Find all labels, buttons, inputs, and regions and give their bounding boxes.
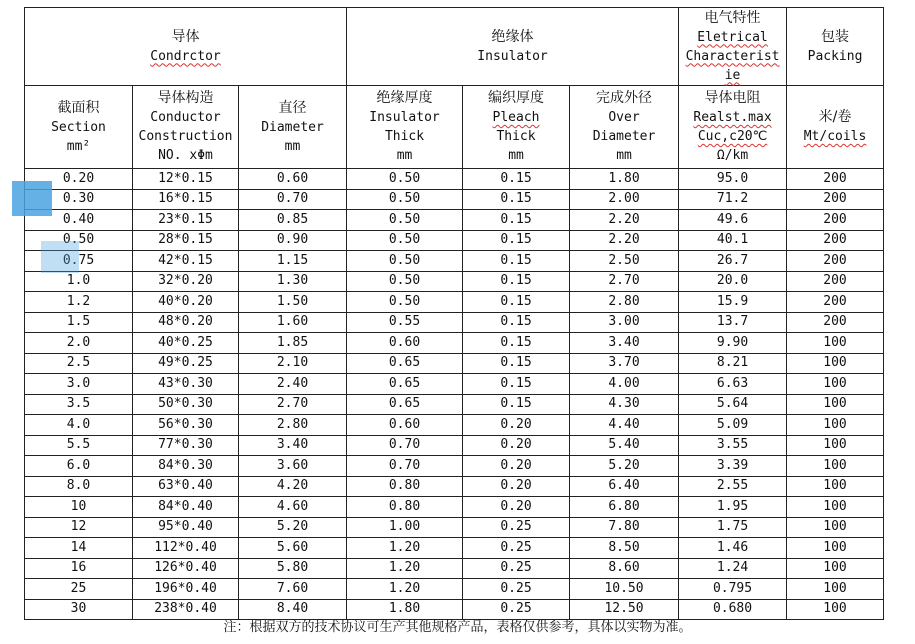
- cell-insulator-thick: 0.50: [347, 292, 463, 313]
- cell-insulator-thick: 0.70: [347, 456, 463, 477]
- cell-insulator-thick: 0.50: [347, 210, 463, 231]
- cell-section: 0.30: [25, 189, 133, 210]
- table-row: [25, 579, 884, 600]
- cell-insulator-thick: 0.65: [347, 394, 463, 415]
- cell-diameter: 0.85: [239, 210, 347, 231]
- cell-diameter: 0.60: [239, 169, 347, 190]
- cell-construction: 63*0.40: [133, 476, 239, 497]
- col-construction-en1: Conductor: [150, 110, 221, 125]
- table-row: [25, 497, 884, 518]
- cell-construction: 40*0.25: [133, 333, 239, 354]
- spec-table: [24, 7, 884, 620]
- table-row: [25, 558, 884, 579]
- col-resistance-unit: Ω/km: [716, 148, 749, 163]
- cell-over-diameter: 6.40: [570, 476, 679, 497]
- cell-length: 100: [787, 435, 884, 456]
- cell-resistance: 1.75: [679, 517, 787, 538]
- cell-construction: 77*0.30: [133, 435, 239, 456]
- col-section-en: Section: [51, 119, 106, 135]
- cell-section: 10: [25, 497, 133, 518]
- cell-pleach-thick: 0.25: [463, 599, 570, 620]
- cell-resistance: 9.90: [679, 333, 787, 354]
- cell-construction: 32*0.20: [133, 271, 239, 292]
- cell-construction: 40*0.20: [133, 292, 239, 313]
- col-diameter-cn: 直径: [278, 99, 307, 116]
- cell-construction: 28*0.15: [133, 230, 239, 251]
- table-body: [25, 169, 884, 620]
- col-section-cn: 截面积: [57, 99, 100, 116]
- col-diameter-en: Diameter: [261, 119, 324, 135]
- cell-section: 4.0: [25, 415, 133, 436]
- cell-pleach-thick: 0.20: [463, 456, 570, 477]
- cell-pleach-thick: 0.20: [463, 415, 570, 436]
- cell-pleach-thick: 0.15: [463, 333, 570, 354]
- cell-section: 6.0: [25, 456, 133, 477]
- cell-pleach-thick: 0.15: [463, 312, 570, 333]
- table-row: [25, 210, 884, 231]
- cell-over-diameter: 8.50: [570, 538, 679, 559]
- cell-over-diameter: 2.20: [570, 230, 679, 251]
- cell-length: 100: [787, 497, 884, 518]
- cell-construction: 95*0.40: [133, 517, 239, 538]
- cell-length: 100: [787, 415, 884, 436]
- cell-over-diameter: 7.80: [570, 517, 679, 538]
- cell-resistance: 0.795: [679, 579, 787, 600]
- col-length-en: Mt/coils: [803, 129, 867, 144]
- col-construction: [133, 86, 239, 169]
- cell-construction: 112*0.40: [133, 538, 239, 559]
- cell-diameter: 2.70: [239, 394, 347, 415]
- cell-over-diameter: 5.20: [570, 456, 679, 477]
- cell-length: 200: [787, 312, 884, 333]
- col-construction-unit: NO. xΦm: [158, 148, 213, 163]
- col-construction-cn: 导体构造: [157, 90, 214, 106]
- cell-construction: 126*0.40: [133, 558, 239, 579]
- cell-resistance: 6.63: [679, 374, 787, 395]
- col-resistance: [679, 86, 787, 169]
- cell-section: 14: [25, 538, 133, 559]
- cell-diameter: 1.15: [239, 251, 347, 272]
- cell-resistance: 26.7: [679, 251, 787, 272]
- col-over-diameter: [570, 86, 679, 169]
- cell-diameter: 1.50: [239, 292, 347, 313]
- header-conductor-en: Condrctor: [150, 48, 221, 64]
- header-electrical: [679, 8, 787, 86]
- cell-pleach-thick: 0.25: [463, 558, 570, 579]
- cell-resistance: 49.6: [679, 210, 787, 231]
- table-header: [25, 8, 884, 169]
- header-insulator: [347, 8, 679, 86]
- cell-over-diameter: 4.00: [570, 374, 679, 395]
- cell-over-diameter: 3.70: [570, 353, 679, 374]
- cell-length: 200: [787, 230, 884, 251]
- cell-length: 200: [787, 271, 884, 292]
- cell-over-diameter: 4.30: [570, 394, 679, 415]
- col-over-diameter-en1: Over: [608, 110, 640, 125]
- header-conductor: [25, 8, 347, 86]
- cell-insulator-thick: 0.50: [347, 251, 463, 272]
- cell-section: 1.0: [25, 271, 133, 292]
- cell-diameter: 3.40: [239, 435, 347, 456]
- cell-resistance: 5.64: [679, 394, 787, 415]
- cell-resistance: 15.9: [679, 292, 787, 313]
- cell-insulator-thick: 0.60: [347, 333, 463, 354]
- cell-section: 2.5: [25, 353, 133, 374]
- cell-over-diameter: 3.40: [570, 333, 679, 354]
- col-resistance-cn: 导体电阻: [704, 90, 761, 106]
- cell-insulator-thick: 1.00: [347, 517, 463, 538]
- cell-insulator-thick: 0.65: [347, 374, 463, 395]
- cell-insulator-thick: 1.20: [347, 558, 463, 579]
- footnote: 注：根据双方的技术协议可生产其他规格产品，表格仅供参考，具体以实物为准。: [223, 620, 692, 635]
- cell-insulator-thick: 0.55: [347, 312, 463, 333]
- cell-length: 100: [787, 456, 884, 477]
- cell-length: 200: [787, 189, 884, 210]
- cell-pleach-thick: 0.15: [463, 251, 570, 272]
- cell-section: 1.2: [25, 292, 133, 313]
- cell-construction: 50*0.30: [133, 394, 239, 415]
- cell-over-diameter: 2.80: [570, 292, 679, 313]
- col-construction-en2: Construction: [138, 129, 233, 144]
- table-row: [25, 415, 884, 436]
- cell-diameter: 8.40: [239, 599, 347, 620]
- cell-insulator-thick: 1.20: [347, 579, 463, 600]
- col-pleach-thick-en2: Thick: [496, 129, 536, 144]
- header-packing: [787, 8, 884, 86]
- cell-resistance: 0.680: [679, 599, 787, 620]
- cell-pleach-thick: 0.15: [463, 394, 570, 415]
- cell-section: 16: [25, 558, 133, 579]
- cell-construction: 238*0.40: [133, 599, 239, 620]
- cell-length: 100: [787, 558, 884, 579]
- cell-length: 100: [787, 579, 884, 600]
- cell-pleach-thick: 0.20: [463, 476, 570, 497]
- col-resistance-en1: Realst.max: [693, 110, 772, 125]
- cell-insulator-thick: 0.70: [347, 435, 463, 456]
- cell-insulator-thick: 0.50: [347, 189, 463, 210]
- cell-length: 100: [787, 476, 884, 497]
- cell-over-diameter: 2.00: [570, 189, 679, 210]
- table-row: [25, 394, 884, 415]
- cell-pleach-thick: 0.15: [463, 292, 570, 313]
- cell-insulator-thick: 1.20: [347, 538, 463, 559]
- cell-over-diameter: 2.50: [570, 251, 679, 272]
- col-insulator-thick-cn: 绝缘厚度: [376, 90, 433, 106]
- cell-resistance: 71.2: [679, 189, 787, 210]
- cell-section: 2.0: [25, 333, 133, 354]
- cell-resistance: 1.46: [679, 538, 787, 559]
- col-resistance-en2: Cuc,c20℃: [697, 129, 768, 144]
- cell-length: 200: [787, 210, 884, 231]
- cell-pleach-thick: 0.15: [463, 230, 570, 251]
- cell-insulator-thick: 0.80: [347, 476, 463, 497]
- cell-section: 0.40: [25, 210, 133, 231]
- table-row: [25, 538, 884, 559]
- cell-diameter: 1.60: [239, 312, 347, 333]
- selection-highlight-faint: [41, 241, 79, 273]
- cell-over-diameter: 5.40: [570, 435, 679, 456]
- header-packing-en: Packing: [807, 48, 863, 64]
- cell-pleach-thick: 0.15: [463, 271, 570, 292]
- cell-diameter: 3.60: [239, 456, 347, 477]
- cell-section: 8.0: [25, 476, 133, 497]
- cell-over-diameter: 6.80: [570, 497, 679, 518]
- header-conductor-cn: 导体: [171, 28, 200, 45]
- cell-over-diameter: 1.80: [570, 169, 679, 190]
- cell-section: 0.50: [25, 230, 133, 251]
- cell-diameter: 7.60: [239, 579, 347, 600]
- cell-diameter: 2.10: [239, 353, 347, 374]
- col-diameter: [239, 86, 347, 169]
- cell-length: 200: [787, 251, 884, 272]
- cell-construction: 48*0.20: [133, 312, 239, 333]
- table-row: [25, 333, 884, 354]
- cell-resistance: 40.1: [679, 230, 787, 251]
- cell-diameter: 2.40: [239, 374, 347, 395]
- col-pleach-thick-unit: mm: [508, 148, 524, 163]
- col-over-diameter-cn: 完成外径: [596, 90, 653, 106]
- cell-resistance: 20.0: [679, 271, 787, 292]
- header-electrical-cn: 电气特性: [704, 9, 761, 26]
- table-row: [25, 435, 884, 456]
- header-insulator-en: Insulator: [477, 48, 548, 64]
- cell-resistance: 3.39: [679, 456, 787, 477]
- table-row: [25, 169, 884, 190]
- cell-diameter: 4.20: [239, 476, 347, 497]
- col-insulator-thick: [347, 86, 463, 169]
- cell-over-diameter: 2.70: [570, 271, 679, 292]
- cell-diameter: 2.80: [239, 415, 347, 436]
- cell-length: 100: [787, 394, 884, 415]
- cell-section: 3.0: [25, 374, 133, 395]
- cell-section: 5.5: [25, 435, 133, 456]
- col-length: [787, 86, 884, 169]
- table-row: [25, 251, 884, 272]
- cell-section: 0.75: [25, 251, 133, 272]
- col-insulator-thick-unit: mm: [396, 148, 413, 163]
- table-row: [25, 374, 884, 395]
- cell-resistance: 1.95: [679, 497, 787, 518]
- col-over-diameter-en2: Diameter: [592, 129, 656, 144]
- cell-resistance: 13.7: [679, 312, 787, 333]
- col-pleach-thick: [463, 86, 570, 169]
- cell-pleach-thick: 0.25: [463, 517, 570, 538]
- cell-diameter: 5.80: [239, 558, 347, 579]
- cell-over-diameter: 2.20: [570, 210, 679, 231]
- cell-construction: 49*0.25: [133, 353, 239, 374]
- table-row: [25, 517, 884, 538]
- cell-length: 100: [787, 333, 884, 354]
- header-packing-cn: 包装: [821, 28, 850, 45]
- col-diameter-unit: mm: [284, 138, 301, 154]
- cell-length: 100: [787, 374, 884, 395]
- cell-resistance: 2.55: [679, 476, 787, 497]
- col-over-diameter-unit: mm: [616, 148, 632, 163]
- table-row: [25, 292, 884, 313]
- table-row: [25, 271, 884, 292]
- cell-length: 200: [787, 292, 884, 313]
- header-electrical-en2: Characterist: [685, 48, 780, 64]
- cell-length: 100: [787, 517, 884, 538]
- cell-diameter: 4.60: [239, 497, 347, 518]
- table-row: [25, 230, 884, 251]
- cell-insulator-thick: 0.80: [347, 497, 463, 518]
- table-row: [25, 456, 884, 477]
- cell-construction: 84*0.40: [133, 497, 239, 518]
- col-pleach-thick-en1: Pleach: [492, 110, 540, 125]
- col-pleach-thick-cn: 编织厚度: [488, 90, 545, 106]
- header-column-row: [25, 86, 884, 169]
- cell-pleach-thick: 0.15: [463, 169, 570, 190]
- cell-construction: 56*0.30: [133, 415, 239, 436]
- cell-construction: 43*0.30: [133, 374, 239, 395]
- cell-over-diameter: 3.00: [570, 312, 679, 333]
- cell-length: 200: [787, 169, 884, 190]
- cell-pleach-thick: 0.15: [463, 353, 570, 374]
- cell-resistance: 3.55: [679, 435, 787, 456]
- cell-pleach-thick: 0.20: [463, 435, 570, 456]
- cell-diameter: 0.90: [239, 230, 347, 251]
- cell-over-diameter: 4.40: [570, 415, 679, 436]
- cell-insulator-thick: 0.50: [347, 230, 463, 251]
- table-row: [25, 353, 884, 374]
- table-row: [25, 476, 884, 497]
- cell-construction: 12*0.15: [133, 169, 239, 190]
- cell-construction: 16*0.15: [133, 189, 239, 210]
- cell-diameter: 5.60: [239, 538, 347, 559]
- cell-construction: 42*0.15: [133, 251, 239, 272]
- cell-construction: 196*0.40: [133, 579, 239, 600]
- cell-resistance: 95.0: [679, 169, 787, 190]
- cell-insulator-thick: 1.80: [347, 599, 463, 620]
- col-section-unit: mm²: [66, 138, 91, 154]
- col-section: [25, 86, 133, 169]
- cell-insulator-thick: 0.60: [347, 415, 463, 436]
- cell-length: 100: [787, 353, 884, 374]
- header-electrical-en1: Eletrical: [697, 29, 768, 45]
- cell-over-diameter: 10.50: [570, 579, 679, 600]
- cell-diameter: 0.70: [239, 189, 347, 210]
- cell-insulator-thick: 0.50: [347, 169, 463, 190]
- cell-section: 0.20: [25, 169, 133, 190]
- header-group-row: [25, 8, 884, 86]
- header-electrical-en3: ie: [724, 67, 741, 83]
- cell-length: 100: [787, 599, 884, 620]
- header-insulator-cn: 绝缘体: [491, 28, 534, 45]
- cell-pleach-thick: 0.25: [463, 538, 570, 559]
- cell-construction: 23*0.15: [133, 210, 239, 231]
- cell-over-diameter: 8.60: [570, 558, 679, 579]
- cell-section: 25: [25, 579, 133, 600]
- table-row: [25, 312, 884, 333]
- cell-resistance: 5.09: [679, 415, 787, 436]
- cell-over-diameter: 12.50: [570, 599, 679, 620]
- cell-length: 100: [787, 538, 884, 559]
- selection-highlight: [12, 181, 52, 216]
- cell-pleach-thick: 0.15: [463, 210, 570, 231]
- cell-pleach-thick: 0.25: [463, 579, 570, 600]
- cell-resistance: 1.24: [679, 558, 787, 579]
- cell-section: 30: [25, 599, 133, 620]
- cell-construction: 84*0.30: [133, 456, 239, 477]
- cell-section: 12: [25, 517, 133, 538]
- col-insulator-thick-en1: Insulator: [369, 110, 440, 125]
- cell-pleach-thick: 0.15: [463, 189, 570, 210]
- cell-resistance: 8.21: [679, 353, 787, 374]
- cell-diameter: 1.85: [239, 333, 347, 354]
- col-insulator-thick-en2: Thick: [384, 129, 425, 144]
- cell-pleach-thick: 0.15: [463, 374, 570, 395]
- cell-diameter: 1.30: [239, 271, 347, 292]
- col-length-cn: 米/卷: [818, 109, 852, 125]
- table-row: [25, 189, 884, 210]
- cell-section: 1.5: [25, 312, 133, 333]
- cell-insulator-thick: 0.50: [347, 271, 463, 292]
- cell-insulator-thick: 0.65: [347, 353, 463, 374]
- cell-section: 3.5: [25, 394, 133, 415]
- cell-pleach-thick: 0.20: [463, 497, 570, 518]
- cell-diameter: 5.20: [239, 517, 347, 538]
